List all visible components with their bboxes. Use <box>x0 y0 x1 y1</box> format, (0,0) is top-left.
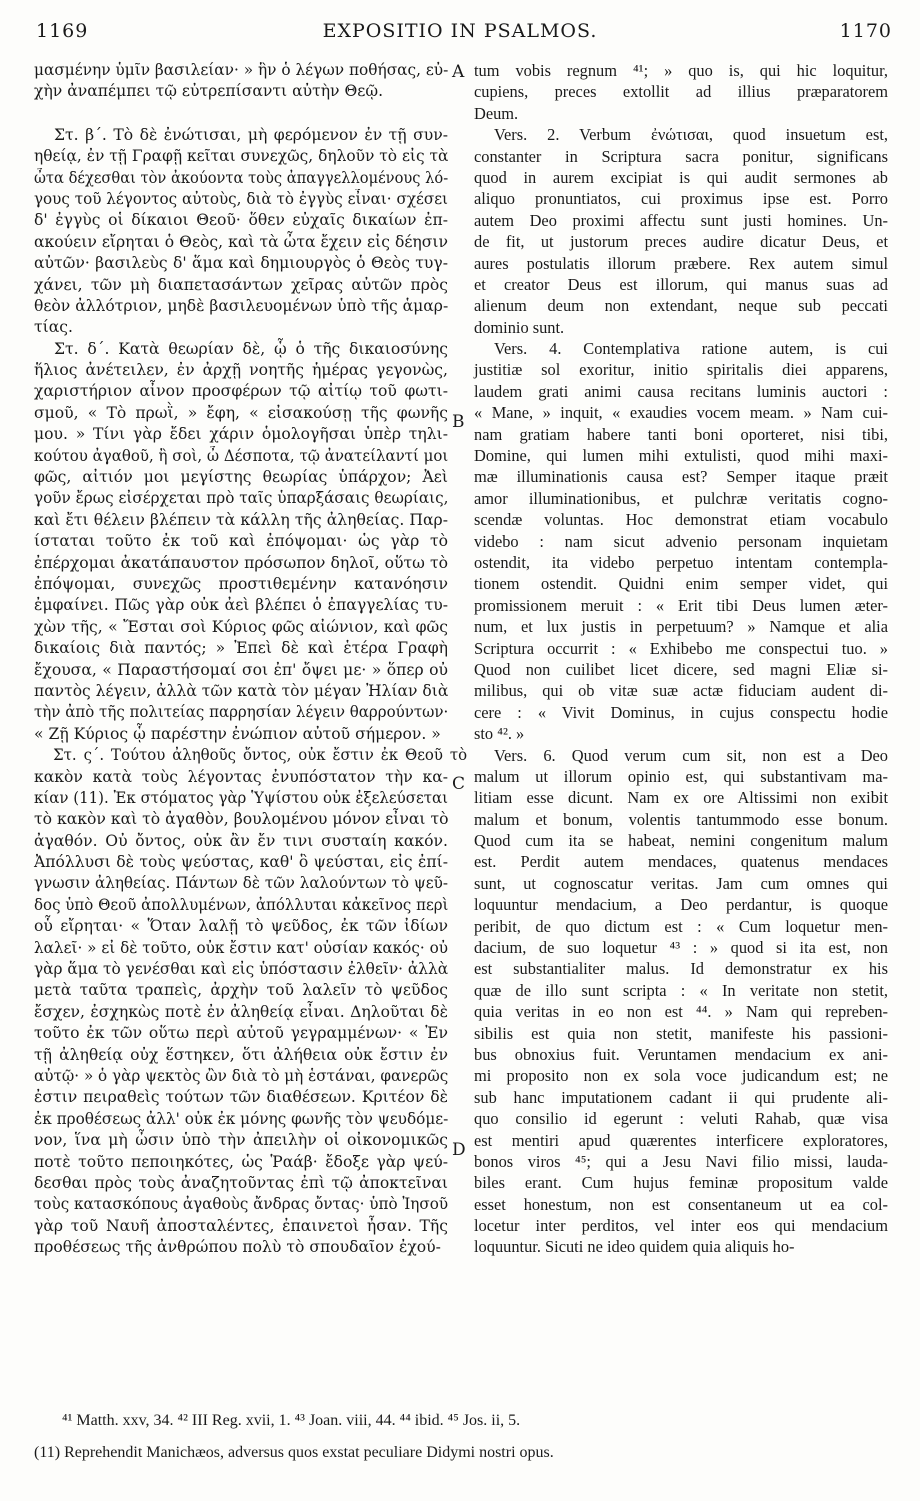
text-line: δ' ἐγγὺς οἱ δίκαιοι Θεοῦ· ὅθεν εὐχαῖς δικαίων ἐπ- <box>34 211 448 230</box>
text-line: σμοῦ, « Τὸ πρωῒ, » ἔφη, « εἰσακούσῃ τῆς φωνῆς <box>34 403 448 422</box>
text-line: esset honestum, non est consentaneum ut ea col- <box>474 1194 888 1214</box>
text-line: aures postulatis illorum præbere. Rex autem simul <box>474 253 888 273</box>
running-title: EXPOSITIO IN PSALMOS. <box>322 20 598 42</box>
text-line: χὼν τῆς, « Ἔσται σοὶ Κύριος φῶς αἰώνιον, καὶ φῶς <box>34 617 448 636</box>
text-line: loquuntur. Sicuti ne ideo quidem quia aliquis ho- <box>474 1237 795 1257</box>
text-line: cere : « Vivit Dominus, in cujus conspectu hodie <box>474 702 888 722</box>
text-line: loquuntur mendacium, a Deo perdantur, is quoque <box>474 895 888 915</box>
text-line: sunt, ut cognoscatur veritas. Jam cum omnes qui <box>474 873 888 893</box>
text-line: Στ. δ΄. Κατὰ θεωρίαν δὲ, ᾧ ὁ τῆς δικαιοσύνης <box>54 339 448 358</box>
text-line: laudem grati animi causa recitans luminis auctori : <box>474 381 888 401</box>
text-line: est. Perdit autem mendaces, quatenus mendaces <box>474 852 888 872</box>
text-line: biles erant. Cum hujus feminæ propositum valde <box>474 1173 888 1193</box>
text-line: cupiens, preces extollit ad illius præparatorem <box>474 82 888 102</box>
text-line: χαριστήριον αἶνον προσφέρων τῷ αἰτίῳ τοῦ φωτι- <box>34 382 448 401</box>
text-line: τῇ ἀληθείᾳ οὐχ ἕστηκεν, ὅτι ἀλήθεια οὐκ ἔστιν ἐν <box>34 1045 448 1064</box>
text-line: ίσταται τοῦτο ἐκ τοῦ καὶ ἐπόψομαι· ὡς γὰρ τὸ <box>34 532 448 551</box>
text-line: γοῦν ἔρως εἰσέρχεται πρὸ ταῖς ὑπαρξάσαις θεωρίαις, <box>34 489 449 508</box>
text-line: Quod non cuilibet licet dicere, sed magni Eliæ si- <box>474 659 888 679</box>
text-line: alienum deum non extendant, neque sub peccati <box>474 296 888 316</box>
text-line: autem Deo proximi affectu sunt justi homines. Un- <box>474 210 888 230</box>
text-line: ostendit, ita videbo perpetuo intentam contempla- <box>474 552 888 572</box>
text-line: malum ut illorum opinio est, qui substantivam ma- <box>474 766 888 786</box>
text-line: παντὸς λέγειν, ἀλλὰ τῶν κατὰ τὸν μέγαν Ἠλίαν διὰ <box>34 681 449 700</box>
text-line: quia veritas in eo non est ⁴⁴. » Nam qui repreben- <box>474 1002 888 1022</box>
text-line: malum et bonum, volentis tantummodo esse bonum. <box>474 809 888 829</box>
text-line: tionem ostendit. Quidni enim semper videt, qui <box>474 574 888 594</box>
latin-text-column <box>474 60 888 1258</box>
text-line: locetur inter perditos, vel inter eos qui mendacium <box>474 1216 888 1236</box>
text-line: de fit, ut justorum preces audire dicatur Deus, et <box>474 232 888 252</box>
text-line: Vers. 2. Verbum ἐνώτισαι, quod insuetum est, <box>494 125 888 145</box>
text-line: dominio sunt. <box>474 317 565 337</box>
text-line: Vers. 6. Quod verum cum sit, non est a Deo <box>494 745 888 765</box>
text-line: Στ. β΄. Τὸ δὲ ἐνώτισαι, μὴ φερόμενον ἐν τῇ συν- <box>54 125 448 144</box>
text-line: bonos viros ⁴⁵; qui a Jesu Navi filio missi, lauda- <box>474 1151 888 1171</box>
text-line: sub hanc imputationem cadant ii qui prudente ali- <box>474 1087 888 1107</box>
text-line: videbo : nam sicut advenio personam inquietam <box>474 531 888 551</box>
text-line: ἥλιος ἀνέτειλεν, ἐν ἀρχῇ νοητῆς ἡμέρας γεγονὼς, <box>34 361 448 380</box>
text-line: ποτὲ τοῦτο πεποιηκότες, ὡς Ῥαάβ· ἔδοξε γὰρ ψεύ- <box>34 1152 448 1171</box>
text-line: est substantialiter malus. Id demonstratur ex his <box>474 959 888 979</box>
text-line: γὰρ ἅμα τὸ γενέσθαι καὶ εἰς ὑπόστασιν ἐλθεῖν· ἀλλὰ <box>34 960 449 979</box>
margin-letter-c: C <box>452 774 466 794</box>
text-line: nam gratiam habere tanti boni oporteret, nisi tibi, <box>474 424 888 444</box>
text-line: τὸ κακὸν καὶ τὸ ἀγαθὸν, βουλομένου μόνον εἶναι τὸ <box>34 810 449 829</box>
text-line: sto ⁴². » <box>474 724 525 744</box>
greek-text-column <box>34 60 468 1258</box>
text-line: Domine, qui lumen mihi extulisti, quod mihi maxi- <box>474 446 888 466</box>
text-line: ἐμφαίνει. Πῶς γὰρ οὐκ ἀεὶ βλέπει ὁ ἐπαγγελίας τυ- <box>34 596 448 615</box>
text-line: νον, ἵνα μὴ ὦσιν ὑπὸ τὴν ἀπειλὴν οἱ οἰκονομικῶς <box>34 1131 448 1150</box>
text-line: num, et lux justis in perpetuum? » Namque et alia <box>474 617 888 637</box>
text-line: Quod cum ita se habeat, nemini congenitum malum <box>474 831 888 851</box>
footnote-references: ⁴¹ Matth. xxv, 34. ⁴² III Reg. xvii, 1. ⁴³ Joan. viii, 44. ⁴⁴ ibid. ⁴⁵ Jos. ii, 5. <box>62 1412 521 1429</box>
text-line: mi proposito non ex sola voce judicandum est; ne <box>474 1066 888 1086</box>
text-line: τίας. <box>34 318 73 337</box>
text-line: θεὸν ἀλλότριον, μηδὲ βασιλευομένων ὑπὸ τῆς ἁμαρ- <box>34 296 449 315</box>
text-line: δεσθαι πρὸς τοὺς ἀναζητοῦντας ἐπὶ τῷ ἀποκτεῖναι <box>34 1173 448 1192</box>
text-line: bus obnoxius fuit. Veruntamen mendacium ex ani- <box>474 1044 888 1064</box>
text-line: δος ὑπὸ Θεοῦ ἀπολλυμένων, ἀπόλλυται κἀκεῖνος περὶ <box>34 895 449 914</box>
text-line: φῶς, αἰτιόν μοι μεγίστης θεωρίας ὑπάρχον; Ἀεὶ <box>34 468 448 487</box>
text-line: et creator Deus est illorum, qui manus suas ad <box>474 274 888 294</box>
text-line: κίαν (11). Ἐκ στόματος γὰρ Ὑψίστου οὐκ ἐξελεύσεται <box>34 788 448 807</box>
margin-letter-d: D <box>452 1140 466 1160</box>
text-line: ἔσχεν, ἐσχηκὼς ποτὲ ἐν ἀληθείᾳ εἶναι. Δηλοῦται δὲ <box>34 1002 448 1021</box>
text-line: milibus, qui ob vitæ suæ actæ fiduciam audent di- <box>474 681 888 701</box>
text-line: κούτου ἀγαθοῦ, ἢ σοὶ, ὦ Δέσποτα, τῷ ἀνατείλαντί μοι <box>34 446 449 465</box>
text-line: quod in aurem excipiat is qui audit sermones ab <box>474 167 888 187</box>
text-line: ἔχουσα, « Παραστήσομαί σοι ἐπ' ὄψει με· » ὅπερ οὐ <box>34 660 448 679</box>
text-line: ἐπόψομαι, συνεχῶς προστιθεμένην κατανόησιν <box>34 574 448 593</box>
text-line: γους τοῦ λέγοντος αὐτοὺς, διὰ τὸ ἐγγὺς εἶναι· σχέσει <box>34 189 448 208</box>
text-line: peribit, de quo dictum est : « Cum loquetur men- <box>474 916 888 936</box>
text-line: « Mane, » inquit, « exaudies vocem meam. » Nam cui- <box>474 403 888 423</box>
text-line: est mentiri apud quærentes interficere exploratores, <box>474 1130 888 1150</box>
text-line: promissionem meruit : « Erit tibi Deus lumen æter- <box>474 595 888 615</box>
margin-letter-a: A <box>452 62 465 82</box>
text-line: ἐκ προθέσεως ἀλλ' οὐκ ἐκ μόνης φωνῆς τὸν ψευδόμε- <box>34 1109 449 1128</box>
text-line: litiam esse dicunt. Nam ex ore Altissimi non exibit <box>474 788 888 808</box>
margin-letter-b: B <box>452 412 465 432</box>
text-line: quo consilio id egerunt : veluti Rahab, quæ visa <box>474 1109 888 1129</box>
footnote-note: (11) Reprehendit Manichæos, adversus quos exstat peculiare Didymi nostri opus. <box>34 1444 554 1461</box>
text-line: γνωσιν ἀληθείας. Πάντων δὲ τῶν λαλούντων τὸ ψεῦ- <box>34 874 448 893</box>
text-line: κακὸν κατὰ τοὺς λέγοντας ἐνυπόστατον τὴν κα- <box>34 767 448 786</box>
text-line: οὗ εἴρηται· « Ὅταν λαλῇ τὸ ψεῦδος, ἐκ τῶν ἰδίων <box>34 917 448 936</box>
text-line: ακούειν εἴρηται ὁ Θεὸς, καὶ τὰ ὦτα ἔχειν εἰς δέησιν <box>34 232 448 251</box>
right-page-number: 1170 <box>839 20 892 42</box>
text-line: aliquo pronuntiatos, cui proximus ipse est. Porro <box>474 189 888 209</box>
text-line: αὐτῶν· βασιλεὺς δ' ἅμα καὶ δημιουργὸς ὁ Θεὸς τυγ- <box>34 254 448 273</box>
text-line: quæ de illo sunt scripta : « In veritate non stetit, <box>474 980 888 1000</box>
text-line: ἐπέρχομαι ἀκατάπαυστον πρόσωπον δηλοῖ, οὕτω τὸ <box>34 553 448 572</box>
text-line: ηθείᾳ, ἐν τῇ Γραφῇ κεῖται συνεχῶς, δηλοῦν τὸ εἰς τὰ <box>34 147 449 166</box>
text-line <box>34 103 448 125</box>
text-line: λαλεῖ· » εἰ δὲ τοῦτο, οὐκ ἔστιν κατ' οὐσίαν κακός· οὐ <box>34 938 448 957</box>
text-line: μασμένην ὑμῖν βασιλείαν· » ἣν ὁ λέγων ποθήσας, εὐ- <box>34 61 449 79</box>
text-line: Στ. ς΄. Τούτου ἀληθοῦς ὄντος, οὐκ ἔστιν ἐκ Θεοῦ τὸ <box>53 746 468 765</box>
text-line: Vers. 4. Contemplativa ratione autem, is cui <box>494 339 888 359</box>
text-line: Ἀπόλλυσι δὲ τοὺς ψεύστας, καθ' ὃ ψεύσται, εἰς ἐπί- <box>34 853 448 872</box>
text-line: Deum. <box>474 103 519 123</box>
text-line: scendæ voluntas. Hoc demonstrat etiam vocabulo <box>474 510 888 530</box>
text-line: μετὰ ταῦτα τραπεὶς, ἀρχὴν τοῦ λαλεῖν τὸ ψεῦδος <box>34 981 448 1000</box>
text-line: μου. » Τίνι γὰρ ἔδει χάριν ὁμολογῆσαι ὑπὲρ τηλι- <box>34 425 448 444</box>
text-line: γὰρ τοῦ Ναυῆ ἀποσταλέντες, ἐπαινετοὶ ἦσαν. Τῆς <box>34 1216 448 1235</box>
text-line: tum vobis regnum ⁴¹; » quo is, qui hic loquitur, <box>474 61 888 80</box>
text-line: τὴν ἀπὸ τῆς πολιτείας παρρησίαν λέγειν θαρρούντων· <box>34 703 449 722</box>
text-line: ἀγαθόν. Οὐ ὄντος, οὐκ ἂν ἔν τινι συσταίη κακόν. <box>34 831 448 850</box>
text-line: προθέσεως τῆς ἀνθρώπου πολὺ τὸ σπουδαῖον ἐχού- <box>34 1238 441 1257</box>
text-line: constanter in Scriptura sacra ponitur, significans <box>474 146 888 166</box>
text-line: sibilis est quia non stetit, manifeste his passioni- <box>474 1023 888 1043</box>
text-line: τοῦτο ἐκ τῶν οὕτω περὶ αὐτοῦ γεγραμμένων· « Ἐν <box>34 1024 448 1043</box>
left-page-number: 1169 <box>36 20 89 42</box>
text-line: δικαίοις διὰ παντός; » Ἐπεὶ δὲ καὶ ἑτέρα Γραφὴ <box>34 639 448 658</box>
text-line: τοὺς κατασκόπους ἀγαθοὺς ἄνδρας ὄντας· ὑπὸ Ἰησοῦ <box>34 1195 449 1214</box>
text-line: ὦτα δέχεσθαι τὸν ἀκούοντα τοὺς ἀπαγγελλομένους λό- <box>34 168 449 187</box>
text-line: ἐστιν πειραθεὶς τούτων τῶν διαθέσεων. Κριτέον δὲ <box>34 1088 448 1107</box>
text-line: καὶ ἔτι θέλειν βλέπειν τὰ κάλλη τῆς ἀληθείας. Παρ- <box>34 510 448 529</box>
text-line: « Ζῇ Κύριος ᾧ παρέστην ἐνώπιον αὐτοῦ σήμερον. » <box>34 724 441 743</box>
text-line: mæ illuminationis causa est? Semper itaque præit <box>474 467 888 487</box>
text-line: amor illuminationibus, et pulchræ veritatis cogno- <box>474 488 888 508</box>
text-line: χάνει, τῶν μὴ διαπετασάντων χεῖρας αὐτῶν πρὸς <box>34 275 448 294</box>
text-line: Scriptura occurrit : « Exhibebo me conspectui tuo. » <box>474 638 888 658</box>
text-line: justitiæ sol exoritur, initio spiritalis diei apparens, <box>474 360 888 380</box>
text-line: dacium, de suo loquetur ⁴³ : » quod si ita est, non <box>474 938 888 958</box>
text-line: αὐτῷ· » ὁ γὰρ ψεκτὸς ὢν διὰ τὸ μὴ ἑστάναι, φανερῶς <box>34 1066 449 1085</box>
text-line: χὴν ἀναπέμπει τῷ εὐτρεπίσαντι αὐτὴν Θεῷ. <box>34 82 384 101</box>
